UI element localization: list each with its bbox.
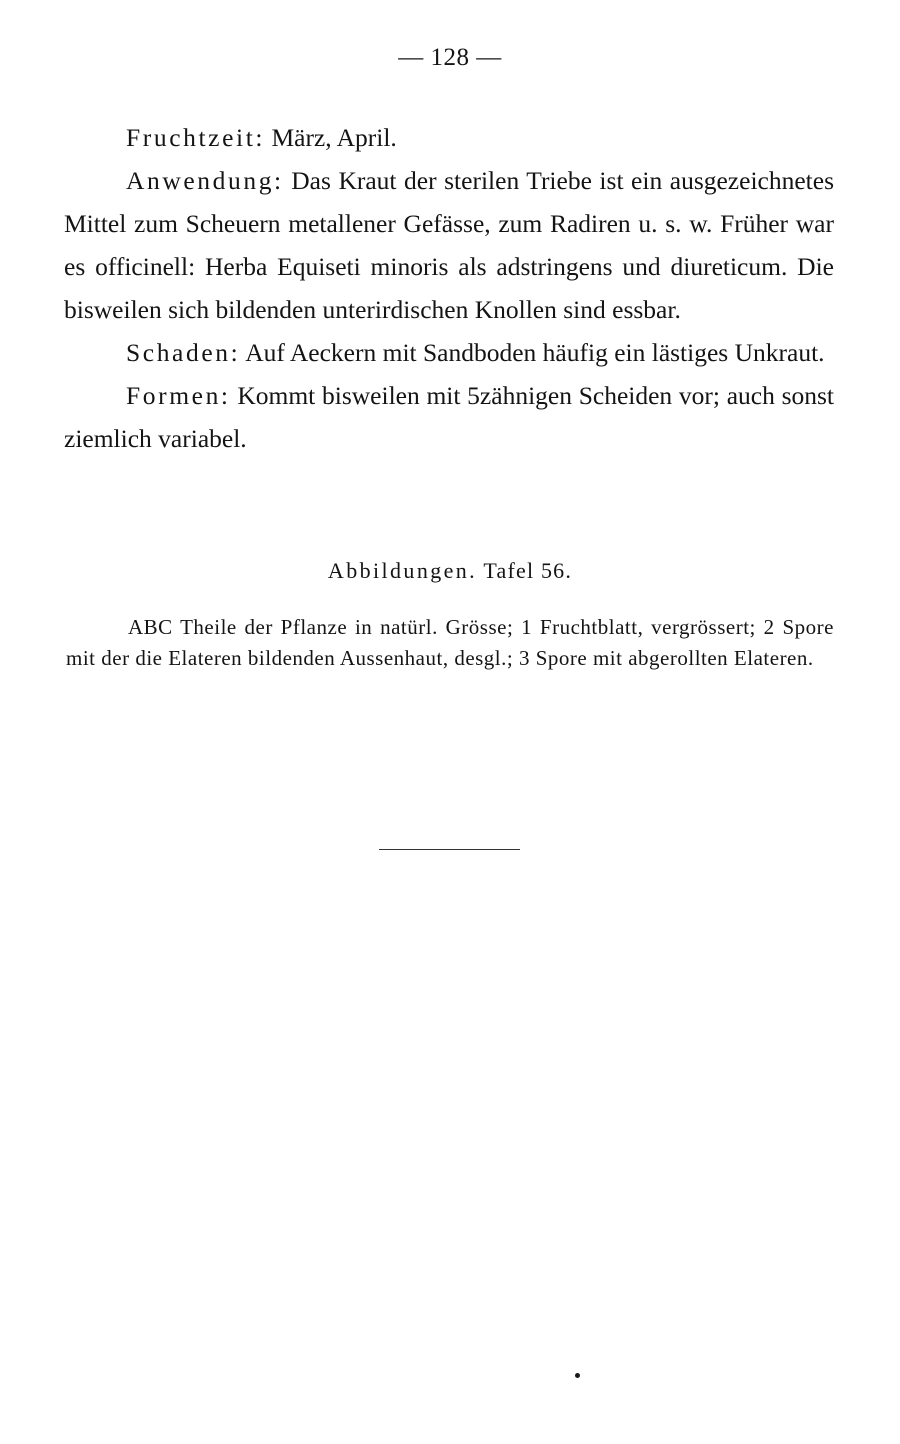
paragraph-text: Auf Aeckern mit Sandboden häufig ein lästiges Unkraut. (240, 338, 825, 367)
paragraph-text: März, April. (265, 123, 397, 152)
paragraph-schaden (64, 331, 834, 374)
paragraph-text: Kommt bisweilen mit 5zähnigen Scheiden vor; auch sonst ziemlich variabel. (64, 381, 834, 453)
paragraph-label: Fruchtzeit: (126, 123, 266, 152)
figure-caption (66, 612, 834, 673)
plates-label: Abbildungen. (327, 558, 478, 583)
main-text (64, 116, 834, 460)
paragraph-label: Formen: (126, 381, 231, 410)
paragraph-formen (64, 374, 834, 460)
paragraph-text: Das Kraut der sterilen Triebe ist ein ausgezeichnetes Mittel zum Scheuern metallener Gefässe, zum Radiren u. s. w. Früher war es officinell: Herba Equiseti minoris als adstringens und diureticum. Die bisweilen sich bildenden unterirdischen Knollen sind essbar. (64, 166, 834, 324)
section-end-rule (379, 849, 520, 850)
page-number: — 128 — (398, 44, 502, 71)
print-speck (575, 1373, 580, 1378)
plates-reference: Tafel 56. (483, 558, 573, 583)
paragraph-anwendung (64, 159, 834, 331)
paragraph-fruchtzeit (64, 116, 834, 159)
paragraph-label: Anwendung: (126, 166, 284, 195)
plates-heading (0, 558, 900, 584)
caption-text: ABC Theile der Pflanze in natürl. Grösse; 1 Fruchtblatt, vergrössert; 2 Spore mit der die Elateren bildenden Aussenhaut, desgl.; 3 Spore mit abgerollten Elateren. (66, 615, 834, 670)
paragraph-label: Schaden: (126, 338, 241, 367)
